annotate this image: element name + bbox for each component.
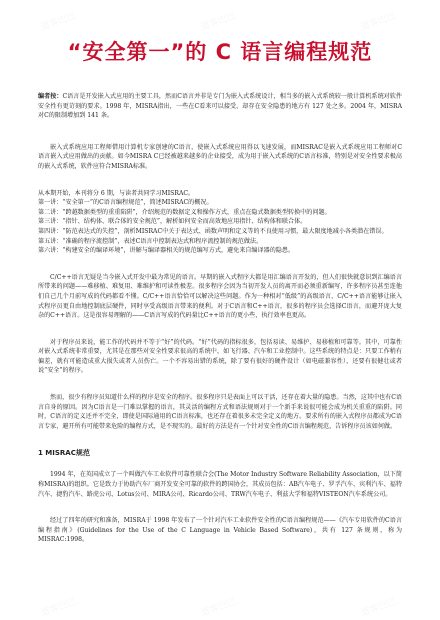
section-heading: 1 MISRAC规范 <box>38 449 90 458</box>
watermark: 道客巴巴 <box>39 11 78 33</box>
lecture-item: 第二讲：“跨越数据类型的重重陷阱”，介绍规范的数据定义和操作方式，重点在隐式数据类型转换中的问题。 <box>38 208 331 216</box>
body-paragraph: 对于程序员来说，能工作的代码并不等于“好”的代码。“好”代码的指标很多，包括易读、易维护、易移植和可靠等。其中，可靠性对嵌入式系统非常重要，尤其是在那些对安全性要求很高的系统中，如飞行器、汽车和工业控制中。这些系统的特点是：只要工作稍有偏差，就有可能造成重大损失或者人员伤亡。一个不容易出错的系统，除了要有很好的硬件设计（如电磁兼容性），还要有很健壮或者说“安全”的程序。 <box>38 338 402 375</box>
lecture-item: 第四讲：“防范表达式的失控”，剖析MISRAC中关于表达式、函数声明和定义等的不良使用习惯，最大限度地减小各类潜在错误。 <box>38 227 388 235</box>
article-title: “安全第一”的 C 语言编程规范 <box>67 40 373 64</box>
editor-note-label: 编者按： <box>38 93 63 100</box>
lecture-item: 第六讲：“构建安全的编译环境”，讲解与编译器相关的规范编写方式，避免来自编译器的隐患。 <box>38 247 295 255</box>
editor-note-text: C语言是开发嵌入式应用的主要工具，然而C语言并非是专门为嵌入式系统设计，相当多的嵌入式系统较一般计算机系统对软件安全性有更苛刻的要求。1998 年，MISRA指出，一些在C看来可以接受，却存在安全隐患的地方有 127 处之多。2004 年，MISRA 对C的限制增加到 141 条。 <box>38 93 403 120</box>
section-paragraph: 经过了四年的研究和准备，MISRA于 1998 年发布了一个针对汽车工业软件安全性的C语言编程规范——《汽车专用软件的C语言编程指南》(Guidelines for the Use of the C Language in Vehicle Based Software)，共有 127 条规则，称为MISRAC:1998。 <box>38 517 402 544</box>
lecture-item: 第三讲：“指针、结构体、联合体的安全规范”，解析如何安全而高效地应用指针、结构体和联合体。 <box>38 218 307 226</box>
intro-paragraph: 嵌入式系统应用工程师借用计算机专家创建的C语言，使嵌入式系统应用得以飞速发展，而MISRAC是嵌入式系统应用工程师对C语言嵌入式应用做出的贡献。如今MISRA C已经被越来越多的企业接受，成为用于嵌入式系统的C语言标准，特别是对安全性要求极高的嵌入式系统，软件应符合MISRA标准。 <box>38 143 402 170</box>
lecture-item: 第一讲：“安全第一”的C语言编程规范”，简述MISRAC的概况。 <box>38 199 213 207</box>
watermark: 道客巴巴 <box>359 597 398 619</box>
watermark: 道客巴巴 <box>199 11 238 33</box>
watermark: 道客巴巴 <box>39 597 78 619</box>
watermark: 道客巴巴 <box>199 597 238 619</box>
watermark: 道客巴巴 <box>359 11 398 33</box>
lecture-list <box>38 189 402 256</box>
body-paragraph: 然而，很少有程序员知道什么样的程序是安全的程序。很多程序只是表面上可以干活，还存在着大量的隐患。当然，这其中也有C语言自身的原因。因为C语言是一门难以掌握的语言，其灵活的编程方式和语法规则对于一个新手来说很可能会成为机关重重的陷阱。同时，C语言的定义还并不完全，即使是国际通用的C语言标准，也还存在着很多未完全定义的地方。要求所有的嵌入式程序员都成为C语言专家，避开所有可能带来危险的编程方式，是不现实的。最好的方法是有一个针对安全性的C语言编程规范，告诉程序员该如何做。 <box>38 394 403 430</box>
series-intro: 从本期开始，本刊将分 6 期，与读者共同学习MISRAC。 <box>38 189 195 197</box>
body-paragraph: C/C++语言无疑是当今嵌入式开发中最为常见的语言。早期的嵌入式程序大都是用汇编语言开发的，但人们很快就意识到汇编语言所带来的问题——难移植、难复用、难维护和可读性极差。很多程序会因为当初开发人员的离开而必须重新编写，许多程序员甚至连他们自己几个月前写成的代码都看不懂。C/C++语言恰恰可以解决这些问题。作为一种相对“低级”的高级语言，C/C++语言能够让嵌入式程序员更自由地控制底层硬件，同时享受高级语言带来的便利。对于C语言和C++语言，很多的程序员会选择C语言，而避开庞大复杂的C++语言。这是很容易理解的——C语言写成的代码量比C++语言的更小些，执行效率也更高。 <box>38 273 402 320</box>
lecture-item: 第五讲：“准确的程序流控制”，表述C语言中控制表达式和程序流控制的规范做法。 <box>38 237 263 245</box>
editor-note <box>38 92 402 121</box>
section-paragraph: 1994 年，在英国成立了一个叫做汽车工业软件可靠性联合会(The Motor Industry Software Reliability Association，以下简称MISRA)的组织。它是致力于协助汽车厂商开发安全可靠的软件的跨国协会，其成员包括：AB汽车电子、罗孚汽车、宾利汽车、福特汽车、捷豹汽车、路虎公司、Lotus公司、MIRA公司、Ricardo公司、TRW汽车电子、利兹大学和福特VISTEON汽车系统公司。 <box>38 471 402 498</box>
